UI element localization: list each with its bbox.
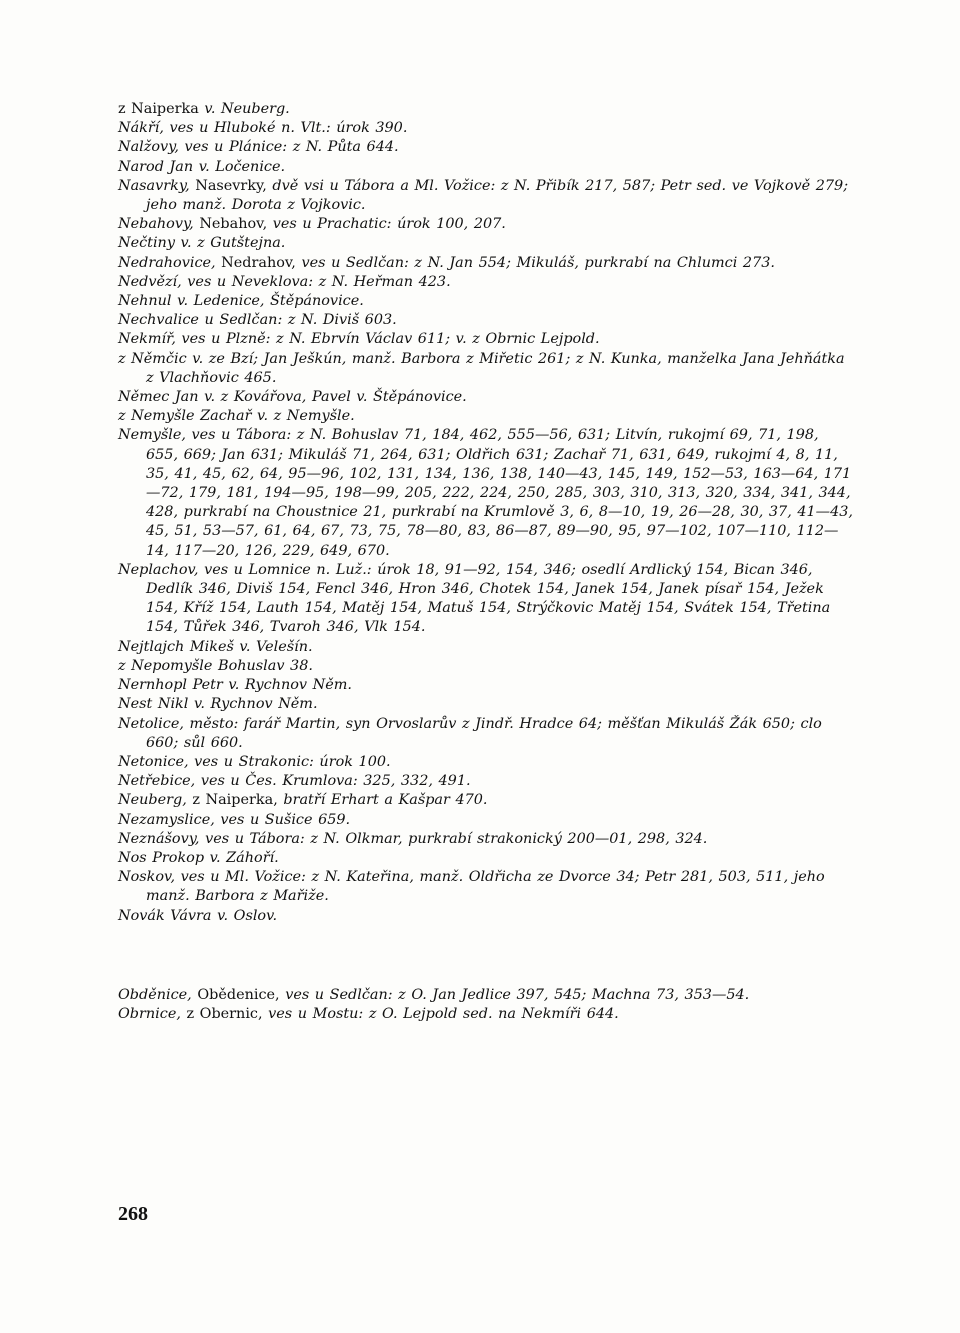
- entry-upright-text: Nebahov,: [199, 216, 268, 233]
- index-entry: [118, 830, 853, 849]
- entry-italic-text: Narod Jan v. Ločenice.: [118, 158, 286, 175]
- index-entry: [118, 311, 853, 330]
- entry-italic-text: Neplachov, ves u Lomnice n. Luž.: úrok 18, 91—92, 154, 346; osedlí Ardlický 154, Bican 346, Dedlík 346, Diviš 154, Fencl 346, Hron 346, Chotek 154, Janek 154, Janek písař 154, Ježek 154, Kříž 154, Lauth 154, Matěj 154, Matuš 154, Strýčkovic Matěj 154, Svátek 154, Třetina 154, Tůřek 346, Tvaroh 346, Vlk 154.: [118, 561, 831, 636]
- entry-upright-text: z Naiperka: [118, 101, 199, 117]
- index-entry: [118, 100, 853, 119]
- entry-italic-text: Nebahovy,: [118, 216, 200, 233]
- index-entry: [118, 791, 853, 810]
- index-entry: [118, 868, 853, 906]
- entry-italic-text: Nalžovy, ves u Plánice: z N. Půta 644.: [118, 139, 399, 156]
- entry-italic-text: Nehnul v. Ledenice, Štěpánovice.: [118, 293, 364, 310]
- entry-italic-text: Nemyšle, ves u Tábora: z N. Bohuslav 71, 184, 462, 555—56, 631; Litvín, rukojmí 69, 71, 198, 655, 669; Jan 631; Mikuláš 71, 264, 631; Oldřich 631; Zachař 71, 631, 649, rukojmí 4, 8, 11, 35, 41, 45, 62, 64, 95—96, 102, 131, 134, 136, 138, 140—43, 145, 149, 152—53, 163—64, 171—72, 179, 181, 194—95, 198—99, 205, 222, 224, 250, 285, 303, 310, 313, 320, 334, 341, 344, 428, purkrabí na Choustnice 21, purkrabí na Krumlově 3, 6, 8—10, 19, 26—28, 30, 37, 41—43, 45, 51, 53—57, 61, 64, 67, 73, 75, 78—80, 83, 86—87, 89—90, 95, 97—102, 107—110, 112—14, 117—20, 126, 229, 649, 670.: [118, 427, 853, 559]
- entry-italic-text: Nasavrky,: [118, 177, 196, 194]
- index-entry: [118, 907, 853, 926]
- entry-italic-text: dvě vsi u Tábora a Ml. Vožice: z N. Přibík 217, 587; Petr sed. ve Vojkově 279; jeho manž. Dorota z Vojkovic.: [146, 177, 849, 214]
- index-entry: [118, 292, 853, 311]
- index-entry: [118, 350, 853, 388]
- entry-italic-text: Neuberg,: [118, 792, 193, 809]
- index-entry: [118, 426, 853, 560]
- entry-italic-text: Nechvalice u Sedlčan: z N. Diviš 603.: [118, 312, 397, 329]
- index-entry: [118, 561, 853, 638]
- entry-upright-text: z Naiperka,: [192, 792, 278, 809]
- index-entry: [118, 811, 853, 830]
- index-entry: [118, 177, 853, 215]
- entry-italic-text: z Němčic v. ze Bzí; Jan Ješkún, manž. Barbora z Miřetic 261; z N. Kunka, manželka Jana Jehňátka z Vlachňovic 465.: [118, 350, 845, 386]
- index-entry: [118, 388, 853, 407]
- entry-italic-text: ves u Sedlčan: z N. Jan 554; Mikuláš, purkrabí na Chlumci 273.: [295, 254, 775, 271]
- index-entry: [118, 330, 853, 349]
- entry-italic-text: Nedrahovice,: [118, 254, 222, 271]
- entry-italic-text: ves u Mostu: z O. Lejpold sed. na Nekmíři 644.: [262, 1005, 619, 1022]
- entry-italic-text: ves u Sedlčan: z O. Jan Jedlice 397, 545; Machna 73, 353—54.: [279, 986, 750, 1003]
- index-entry: [118, 753, 853, 772]
- index-entry: [118, 715, 853, 753]
- entry-italic-text: Nezamyslice, ves u Sušice 659.: [118, 811, 351, 828]
- entry-italic-text: Obrnice,: [118, 1005, 187, 1022]
- index-entry: [118, 638, 853, 657]
- entry-italic-text: Nos Prokop v. Záhoří.: [118, 849, 279, 866]
- entry-italic-text: Novák Vávra v. Oslov.: [118, 907, 278, 924]
- section-gap: [118, 926, 853, 986]
- index-entry: [118, 986, 853, 1005]
- index-entry: [118, 695, 853, 714]
- index-entry: [118, 119, 853, 138]
- entry-italic-text: Netonice, ves u Strakonic: úrok 100.: [118, 753, 391, 770]
- entry-italic-text: Neznášovy, ves u Tábora: z N. Olkmar, purkrabí strakonický 200—01, 298, 324.: [118, 830, 708, 847]
- index-section-o: [118, 986, 853, 1024]
- index-entry: [118, 158, 853, 177]
- index-entry: [118, 772, 853, 791]
- index-entry: [118, 407, 853, 426]
- entry-italic-text: bratří Erhart a Kašpar 470.: [277, 792, 488, 809]
- entry-italic-text: Nest Nikl v. Rychnov Něm.: [118, 696, 318, 713]
- entry-italic-text: v. Neuberg.: [198, 101, 290, 117]
- entry-italic-text: ves u Prachatic: úrok 100, 207.: [267, 216, 506, 233]
- index-entry: [118, 234, 853, 253]
- index-entry: [118, 676, 853, 695]
- entry-upright-text: z Obernic,: [186, 1005, 263, 1022]
- entry-italic-text: z Nemyšle Zachař v. z Nemyšle.: [118, 408, 355, 425]
- entry-italic-text: Nečtiny v. z Gutštejna.: [118, 235, 286, 252]
- index-entry: [118, 273, 853, 292]
- entry-upright-text: Obědenice,: [197, 986, 280, 1003]
- entry-upright-text: Nedrahov,: [221, 254, 296, 271]
- entry-italic-text: Obděnice,: [118, 986, 198, 1003]
- index-entry: [118, 1005, 853, 1024]
- entry-italic-text: Nekmíř, ves u Plzně: z N. Ebrvín Václav 611; v. z Obrnic Lejpold.: [118, 331, 600, 348]
- entry-italic-text: Noskov, ves u Ml. Vožice: z N. Kateřina, manž. Oldřicha ze Dvorce 34; Petr 281, 503, 511, jeho manž. Barbora z Mařiže.: [118, 869, 825, 905]
- entry-italic-text: Němec Jan v. z Kovářova, Pavel v. Štěpánovice.: [118, 389, 467, 406]
- page-number: 268: [118, 1203, 148, 1225]
- index-entry: [118, 849, 853, 868]
- entry-italic-text: z Nepomyšle Bohuslav 38.: [118, 657, 313, 674]
- entry-italic-text: Nernhopl Petr v. Rychnov Něm.: [118, 677, 352, 694]
- index-section-n: [118, 100, 853, 926]
- entry-upright-text: Nasevrky,: [195, 177, 267, 194]
- index-entry: [118, 215, 853, 234]
- index-entry: [118, 138, 853, 157]
- entry-italic-text: Netolice, město: farář Martin, syn Orvoslarův z Jindř. Hradce 64; měšťan Mikuláš Žák 650; clo 660; sůl 660.: [118, 715, 822, 751]
- index-column: [118, 100, 853, 1024]
- entry-italic-text: Nákří, ves u Hluboké n. Vlt.: úrok 390.: [118, 120, 408, 137]
- index-entry: [118, 254, 853, 273]
- entry-italic-text: Nedvězí, ves u Neveklova: z N. Heřman 423.: [118, 273, 451, 290]
- index-entry: [118, 657, 853, 676]
- entry-italic-text: Nejtlajch Mikeš v. Velešín.: [118, 638, 313, 655]
- entry-italic-text: Netřebice, ves u Čes. Krumlova: 325, 332, 491.: [118, 773, 471, 790]
